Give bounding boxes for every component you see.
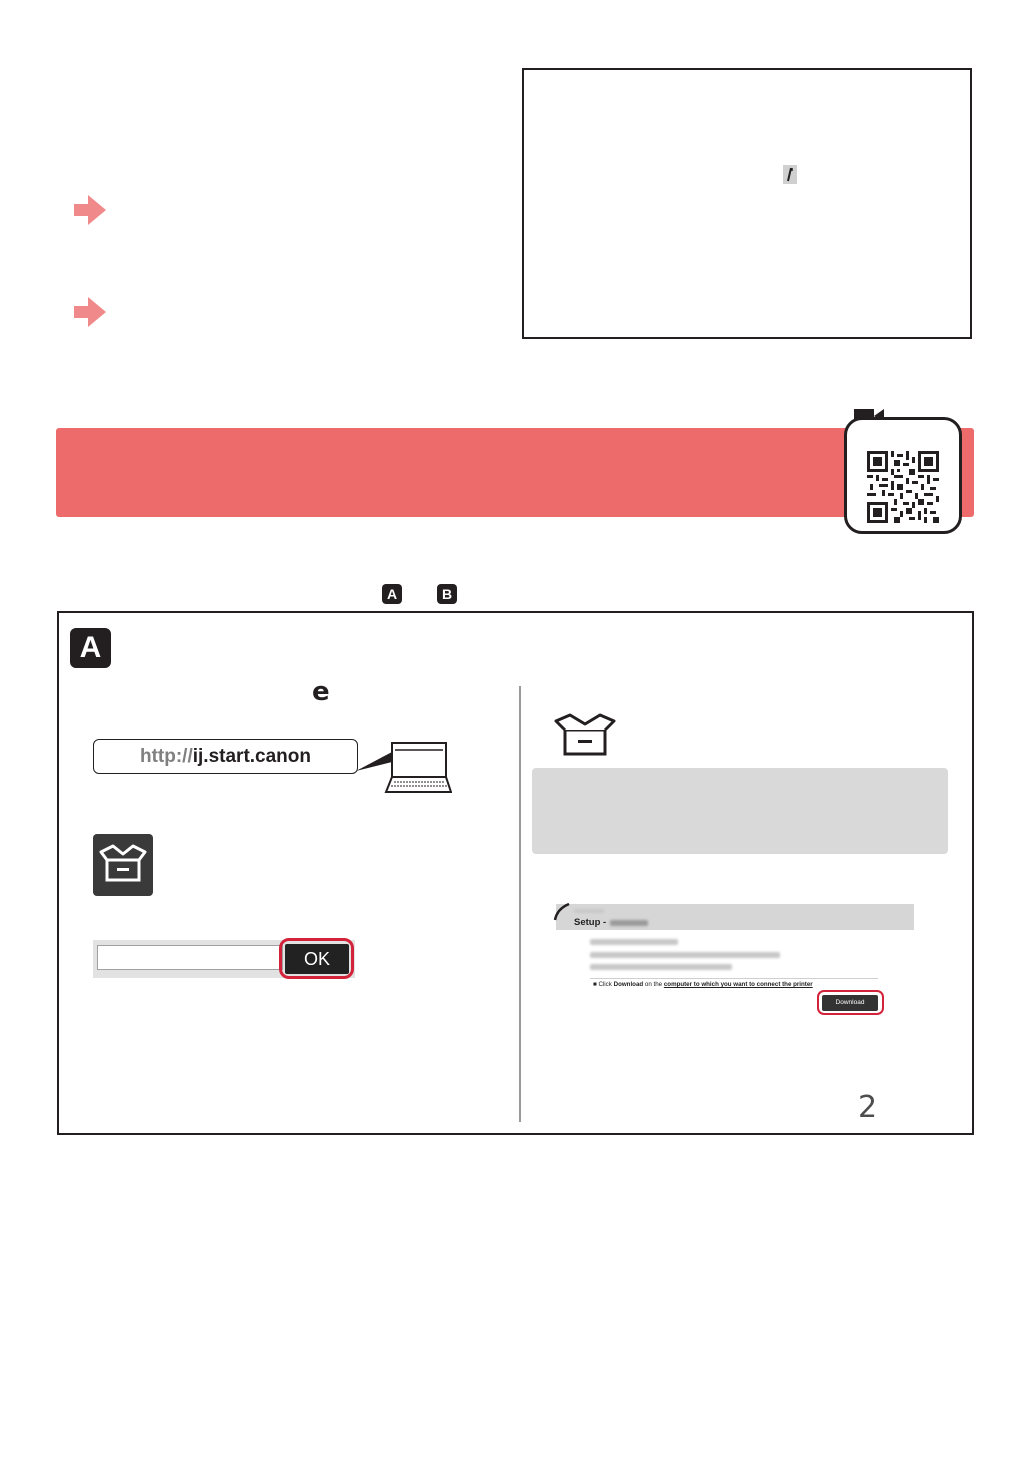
blurred-text: [574, 909, 604, 913]
setup-box-icon: [553, 712, 617, 756]
setup-app-tile[interactable]: [93, 834, 153, 896]
page-number: 2: [858, 1090, 878, 1125]
setup-link[interactable]: computer to which you want to connect the printer: [663, 981, 813, 988]
setup-instruction: ■ Click Download on the computer to which you want to connect the printer: [593, 981, 813, 988]
arrow-right-icon: [74, 195, 106, 225]
download-button[interactable]: Download: [822, 995, 878, 1011]
ok-button[interactable]: OK: [285, 944, 349, 974]
arrow-right-icon: [74, 297, 106, 327]
option-a-badge: A: [382, 584, 402, 604]
url-host: ij.start.canon: [192, 746, 311, 767]
edge-browser-icon: e: [312, 677, 330, 707]
crop-corner-icon: [553, 903, 573, 921]
lcd-glyph: [783, 165, 797, 184]
qr-code[interactable]: [867, 451, 939, 523]
option-b-badge: B: [437, 584, 457, 604]
url-callout: [93, 739, 358, 774]
blurred-text: [590, 939, 678, 945]
setup-title: Setup -: [574, 917, 607, 928]
qr-code-frame[interactable]: [844, 417, 962, 534]
laptop-icon: [356, 740, 452, 796]
setup-box-icon: [93, 834, 153, 896]
blurred-text: [590, 964, 732, 970]
blurred-text: [590, 952, 780, 958]
section-a-box: [57, 611, 974, 1135]
section-a-badge: A: [70, 628, 111, 668]
text-field[interactable]: [97, 945, 283, 970]
download-highlight: [817, 990, 884, 1015]
section-banner: [56, 428, 974, 517]
divider-line: [590, 978, 878, 979]
url-prefix: http://: [139, 746, 193, 767]
setup-screenshot-header: [556, 904, 914, 930]
notice-panel: [532, 768, 948, 854]
blurred-text: [610, 920, 648, 926]
ok-highlight: [279, 938, 354, 979]
column-divider: [519, 686, 521, 1122]
info-box: [522, 68, 972, 339]
